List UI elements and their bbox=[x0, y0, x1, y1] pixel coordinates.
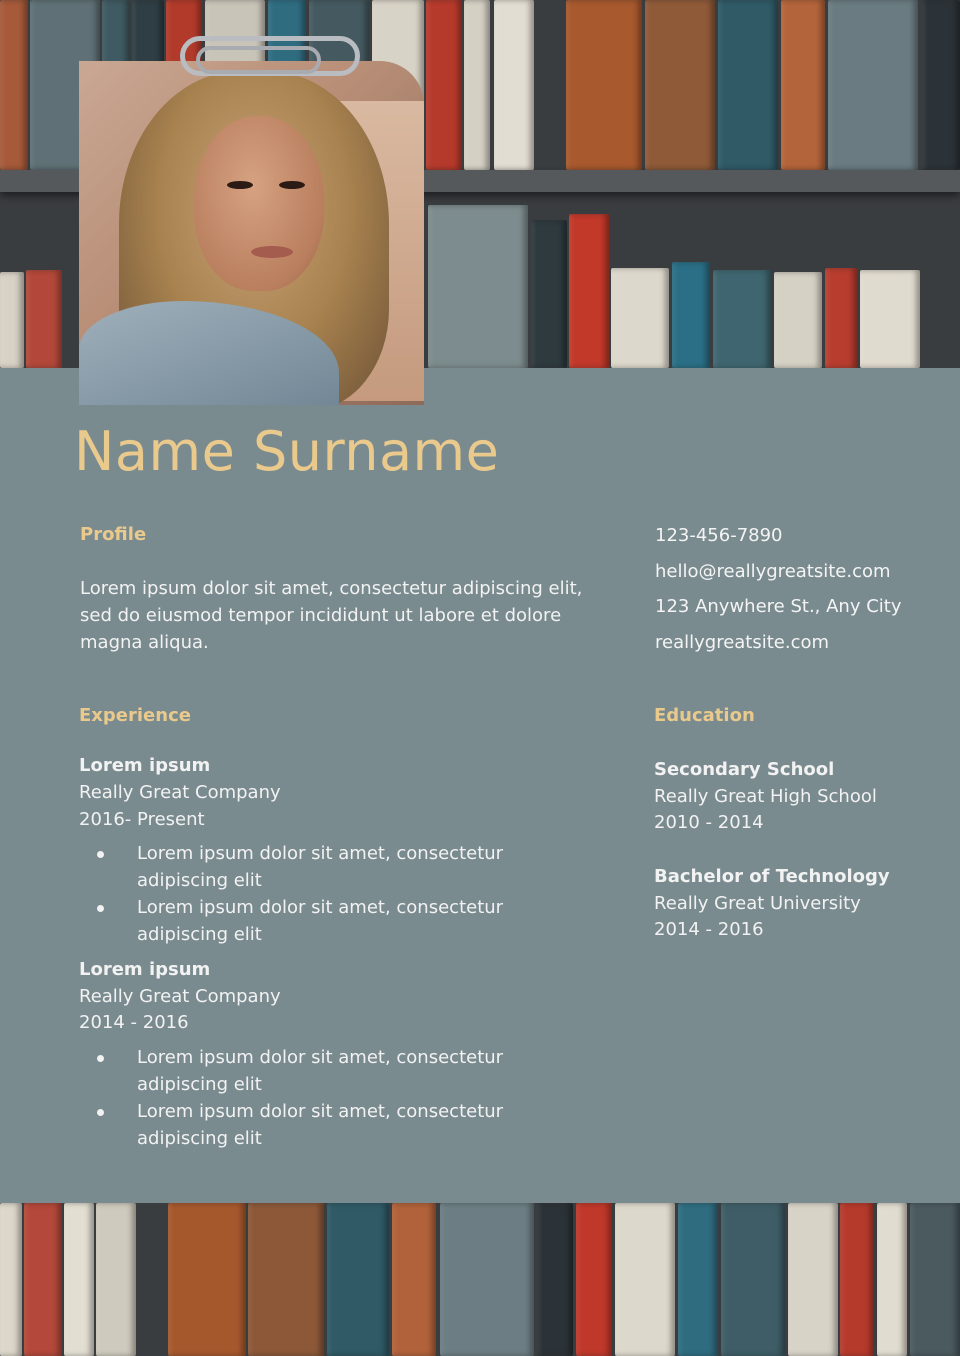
profile-photo bbox=[79, 61, 424, 405]
contact-website: reallygreatsite.com bbox=[655, 632, 830, 653]
experience-title: Lorem ipsum bbox=[79, 755, 211, 776]
contact-address: 123 Anywhere St., Any City bbox=[655, 596, 902, 617]
education-period: 2010 - 2014 bbox=[654, 812, 764, 833]
experience-company: Really Great Company bbox=[79, 782, 281, 803]
bullet-icon bbox=[97, 1055, 104, 1062]
paperclip-inner-icon bbox=[196, 46, 321, 74]
bullet-text: Lorem ipsum dolor sit amet, consectetur adipiscing elit bbox=[137, 843, 504, 891]
bullet-text: Lorem ipsum dolor sit amet, consectetur adipiscing elit bbox=[137, 1047, 504, 1095]
education-degree: Bachelor of Technology bbox=[654, 866, 890, 887]
bullet-text: Lorem ipsum dolor sit amet, consectetur adipiscing elit bbox=[137, 897, 504, 945]
bookshelf-background-bottom bbox=[0, 1203, 960, 1356]
education-heading: Education bbox=[654, 705, 755, 726]
list-item bbox=[79, 894, 599, 948]
list-item bbox=[79, 1044, 599, 1098]
experience-title: Lorem ipsum bbox=[79, 959, 211, 980]
bullet-icon bbox=[97, 851, 104, 858]
education-period: 2014 - 2016 bbox=[654, 919, 764, 940]
contact-phone: 123-456-7890 bbox=[655, 525, 783, 546]
profile-text: Lorem ipsum dolor sit amet, consectetur adipiscing elit, sed do eiusmod tempor incididunt ut labore et dolore magna aliqua. bbox=[80, 578, 583, 653]
experience-period: 2014 - 2016 bbox=[79, 1012, 189, 1033]
contact-email: hello@reallygreatsite.com bbox=[655, 561, 891, 582]
experience-period: 2016- Present bbox=[79, 809, 205, 830]
list-item bbox=[79, 1098, 599, 1152]
bullet-icon bbox=[97, 905, 104, 912]
bullet-text: Lorem ipsum dolor sit amet, consectetur adipiscing elit bbox=[137, 1101, 504, 1149]
profile-heading: Profile bbox=[80, 524, 147, 545]
experience-bullets bbox=[79, 840, 599, 948]
experience-company: Really Great Company bbox=[79, 986, 281, 1007]
education-school: Really Great University bbox=[654, 893, 861, 914]
experience-heading: Experience bbox=[79, 705, 191, 726]
list-item bbox=[79, 840, 599, 894]
education-degree: Secondary School bbox=[654, 759, 835, 780]
bullet-icon bbox=[97, 1109, 104, 1116]
candidate-name: Name Surname bbox=[74, 420, 500, 483]
education-school: Really Great High School bbox=[654, 786, 877, 807]
experience-bullets bbox=[79, 1044, 599, 1152]
